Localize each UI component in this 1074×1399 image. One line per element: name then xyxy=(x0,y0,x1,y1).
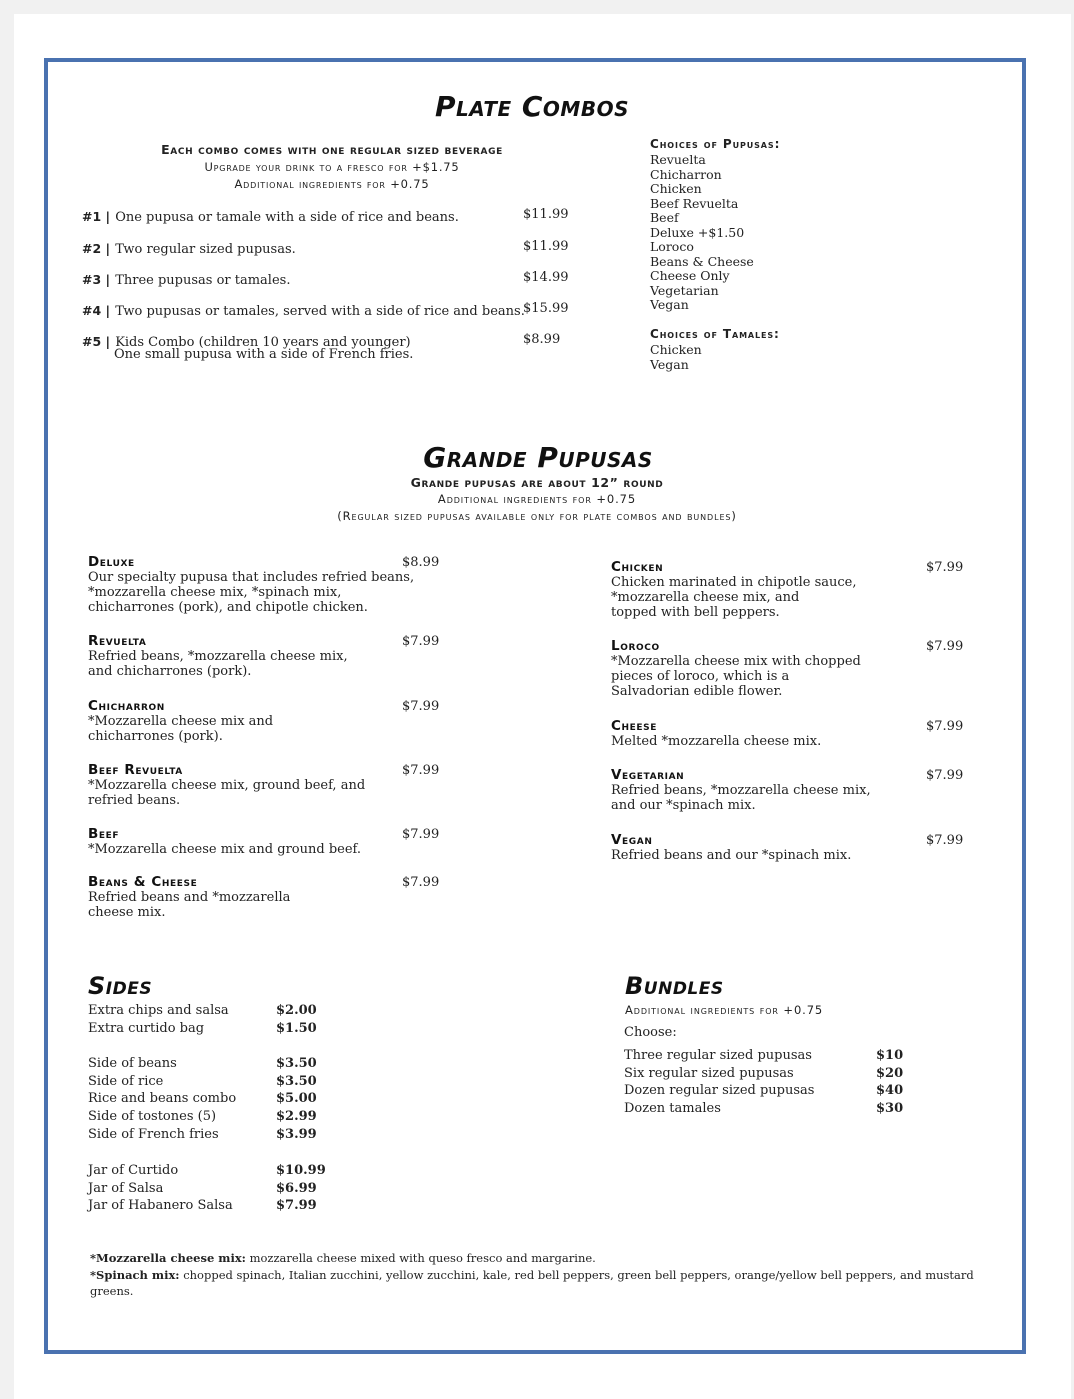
sides-group xyxy=(88,1002,229,1037)
item-desc: Melted *mozzarella cheese mix. xyxy=(611,734,822,749)
item-name: Cheese xyxy=(611,718,657,734)
item-desc: cheese mix. xyxy=(88,905,166,920)
side-label: Side of beans xyxy=(88,1056,177,1071)
combo-fresco-note: Upgrade your drink to a fresco for +$1.75 xyxy=(204,160,460,174)
side-price: $7.99 xyxy=(276,1198,317,1214)
grande-ingredients-note: Additional ingredients for +0.75 xyxy=(437,492,637,506)
pupusa-choice: Deluxe +$1.50 xyxy=(650,224,745,240)
plate-combos-title: Plate Combos xyxy=(435,90,629,123)
combo-description: One pupusa or tamale with a side of rice and beans. xyxy=(115,210,459,225)
sides-group xyxy=(88,1055,236,1144)
item-price: $7.99 xyxy=(926,560,964,575)
sides-group xyxy=(88,1162,233,1215)
item-price: $7.99 xyxy=(926,719,964,734)
item-desc: *Mozzarella cheese mix with chopped xyxy=(611,654,861,669)
bundles-ingredients-note: Additional ingredients for +0.75 xyxy=(625,1003,824,1017)
bundle-label: Dozen tamales xyxy=(624,1101,721,1117)
sides-prices xyxy=(276,1162,326,1215)
spinach-footnote-text: chopped spinach, Italian zucchini, yellow zucchini, kale, red bell peppers, green bell peppers, orange/yellow bell peppers, and mustard xyxy=(179,1267,974,1282)
item-name: Beef Revuelta xyxy=(88,762,183,778)
item-desc: Refried beans and our *spinach mix. xyxy=(611,848,852,863)
item-name: Loroco xyxy=(611,638,660,654)
combo-description: Two pupusas or tamales, served with a side of rice and beans. xyxy=(115,304,525,319)
menu-item-revuelta xyxy=(88,633,348,679)
menu-item-deluxe xyxy=(88,554,414,615)
side-label: Side of rice xyxy=(88,1073,164,1089)
item-name: Revuelta xyxy=(88,633,147,649)
item-price: $7.99 xyxy=(402,875,440,890)
combo-number: #1 | xyxy=(82,209,111,224)
item-name: Deluxe xyxy=(88,554,135,570)
combo-price: $11.99 xyxy=(523,207,569,222)
item-desc: chicharrones (pork). xyxy=(88,729,223,744)
pupusa-choice: Loroco xyxy=(650,239,694,254)
pupusa-choice: Revuelta xyxy=(650,152,706,167)
tamale-choice: Chicken xyxy=(650,342,702,357)
spinach-footnote-label: *Spinach mix: xyxy=(90,1267,180,1282)
combo-item xyxy=(82,300,525,319)
combo-price: $15.99 xyxy=(523,301,569,316)
item-name: Chicharron xyxy=(88,698,165,714)
menu-item-vegetarian xyxy=(611,767,871,813)
side-price: $5.00 xyxy=(276,1091,317,1107)
combo-description: Two regular sized pupusas. xyxy=(115,242,296,257)
bundle-price: $10 xyxy=(876,1048,904,1063)
item-price: $8.99 xyxy=(402,555,440,570)
combo-item xyxy=(82,238,296,257)
bundles-title: Bundles xyxy=(625,972,724,1000)
menu-item-beans-cheese xyxy=(88,874,290,920)
bundle-label: Six regular sized pupusas xyxy=(624,1065,794,1081)
pupusa-choice: Beef xyxy=(650,210,679,225)
grande-regular-note: (Regular sized pupusas available only for plate combos and bundles) xyxy=(337,509,737,523)
item-desc: chicharrones (pork), and chipotle chicken. xyxy=(88,600,368,615)
item-price: $7.99 xyxy=(402,763,440,778)
combo-description: Kids Combo (children 10 years and younger) xyxy=(115,335,411,350)
pupusa-choice: Cheese Only xyxy=(650,268,730,283)
bundle-price: $30 xyxy=(876,1101,904,1117)
menu-item-chicharron xyxy=(88,698,273,744)
sides-title: Sides xyxy=(88,972,153,1000)
menu-item-vegan xyxy=(611,832,851,863)
item-desc: *Mozzarella cheese mix, ground beef, and xyxy=(88,778,366,793)
tamale-choices-list xyxy=(650,343,702,372)
item-desc: *Mozzarella cheese mix and ground beef. xyxy=(88,842,362,857)
combo-description: Three pupusas or tamales. xyxy=(115,273,291,288)
combo-number: #2 | xyxy=(82,241,111,256)
side-price: $3.50 xyxy=(276,1056,317,1071)
side-label: Jar of Habanero Salsa xyxy=(88,1198,233,1214)
side-price: $3.99 xyxy=(276,1126,317,1142)
pupusa-choices-title: Choices of Pupusas: xyxy=(650,137,781,151)
item-desc: Refried beans and *mozzarella xyxy=(88,890,291,905)
tamale-choices-title: Choices of Tamales: xyxy=(650,327,780,341)
combo-price: $11.99 xyxy=(523,239,569,254)
item-price: $7.99 xyxy=(402,699,440,714)
item-desc: topped with bell peppers. xyxy=(611,605,780,620)
combo-item xyxy=(82,269,290,288)
side-label: Side of tostones (5) xyxy=(88,1109,217,1125)
pupusa-choice: Chicken xyxy=(650,181,702,196)
pupusa-choice: Beef Revuelta xyxy=(650,195,739,211)
menu-item-chicken xyxy=(611,559,857,620)
combo-item xyxy=(82,206,459,225)
item-price: $7.99 xyxy=(402,634,440,649)
bundle-label: Three regular sized pupusas xyxy=(624,1048,812,1063)
item-name: Vegetarian xyxy=(611,767,685,783)
footnotes xyxy=(90,1250,990,1300)
item-name: Beans & Cheese xyxy=(88,874,198,890)
item-desc: Refried beans, *mozzarella cheese mix, xyxy=(611,783,871,798)
item-desc: and chicharrones (pork). xyxy=(88,664,252,679)
side-label: Rice and beans combo xyxy=(88,1091,237,1107)
item-price: $7.99 xyxy=(926,639,964,654)
bundles-choose-label: Choose: xyxy=(624,1025,677,1040)
tamale-choice: Vegan xyxy=(650,356,689,372)
side-price: $2.00 xyxy=(276,1003,317,1018)
mozzarella-footnote-text: mozzarella cheese mixed with queso fresco and margarine. xyxy=(245,1251,596,1265)
item-price: $7.99 xyxy=(402,827,440,842)
combo-price: $14.99 xyxy=(523,270,569,285)
combo-price: $8.99 xyxy=(523,332,561,347)
side-label: Extra chips and salsa xyxy=(88,1003,229,1018)
item-desc: *mozzarella cheese mix, *spinach mix, xyxy=(88,585,342,600)
combo-description-line2: One small pupusa with a side of French fries. xyxy=(114,347,414,362)
grande-pupusas-title: Grande Pupusas xyxy=(423,441,653,474)
bundle-label: Dozen regular sized pupusas xyxy=(624,1083,815,1099)
combo-number: #3 | xyxy=(82,272,111,287)
item-desc: refried beans. xyxy=(88,793,181,808)
item-desc: and our *spinach mix. xyxy=(611,798,756,813)
side-label: Side of French fries xyxy=(88,1126,219,1142)
menu-item-loroco xyxy=(611,638,861,699)
item-desc: Refried beans, *mozzarella cheese mix, xyxy=(88,649,348,664)
item-name: Chicken xyxy=(611,559,664,575)
item-name: Beef xyxy=(88,826,120,842)
pupusa-choice: Vegan xyxy=(650,297,689,312)
item-price: $7.99 xyxy=(926,833,964,848)
side-label: Jar of Salsa xyxy=(88,1180,164,1196)
sides-prices xyxy=(276,1002,317,1037)
pupusa-choices-list xyxy=(650,153,754,313)
combo-number: #4 | xyxy=(82,303,111,318)
side-label: Jar of Curtido xyxy=(88,1163,179,1178)
item-name: Vegan xyxy=(611,832,653,848)
item-price: $7.99 xyxy=(926,768,964,783)
side-price: $2.99 xyxy=(276,1109,317,1125)
bundles-prices xyxy=(876,1047,903,1118)
item-desc: Salvadorian edible flower. xyxy=(611,684,783,699)
bundles-list xyxy=(624,1047,814,1118)
item-desc: *mozzarella cheese mix, and xyxy=(611,590,800,605)
item-desc: pieces of loroco, which is a xyxy=(611,669,790,684)
menu-item-beef xyxy=(88,826,361,857)
item-desc: Our specialty pupusa that includes refried beans, xyxy=(88,570,415,585)
grande-size-note: Grande pupusas are about 12” round xyxy=(410,475,664,490)
side-price: $3.50 xyxy=(276,1073,317,1089)
pupusa-choice: Vegetarian xyxy=(650,282,719,298)
menu-item-beef-revuelta xyxy=(88,762,365,808)
pupusa-choice: Chicharron xyxy=(650,166,722,182)
bundle-price: $20 xyxy=(876,1065,904,1081)
side-price: $6.99 xyxy=(276,1180,317,1196)
menu-item-cheese xyxy=(611,718,821,749)
side-label: Extra curtido bag xyxy=(88,1020,205,1036)
side-price: $10.99 xyxy=(276,1163,326,1178)
bundle-price: $40 xyxy=(876,1083,904,1099)
sides-prices xyxy=(276,1055,317,1144)
spinach-footnote xyxy=(90,1267,990,1284)
mozzarella-footnote-label: *Mozzarella cheese mix: xyxy=(90,1251,246,1265)
mozzarella-footnote xyxy=(90,1250,990,1267)
combo-beverage-note: Each combo comes with one regular sized beverage xyxy=(161,142,503,157)
item-desc: *Mozzarella cheese mix and xyxy=(88,714,274,729)
spinach-footnote-line2: greens. xyxy=(90,1284,134,1298)
item-desc: Chicken marinated in chipotle sauce, xyxy=(611,575,857,590)
combo-number: #5 | xyxy=(82,334,111,349)
combo-ingredients-note: Additional ingredients for +0.75 xyxy=(234,177,430,191)
pupusa-choice: Beans & Cheese xyxy=(650,253,754,269)
side-price: $1.50 xyxy=(276,1020,317,1036)
